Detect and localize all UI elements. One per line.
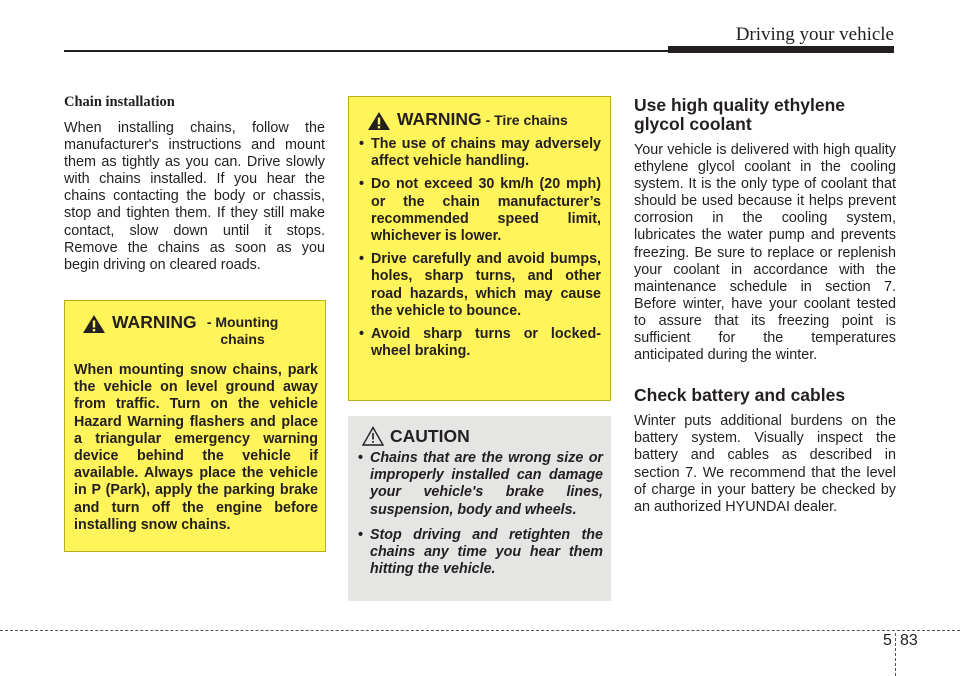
- running-header-title: Driving your vehicle: [735, 24, 894, 45]
- coolant-heading: Use high quality ethylene glycol coolant: [634, 95, 846, 134]
- list-item: • Chains that are the wrong size or improperly installed can damage your vehicle's brake lines, suspension, body and wheels.: [358, 450, 603, 518]
- coolant-text: Your vehicle is delivered with high quality ethylene glycol coolant in the cooling system. It is the only type of coolant that should be used because it helps prevent corrosion in the cooling system, lubricates the water pump and prevents freezing. Be sure to replace or replenish your coolant in accordance with the maintenance schedule in section 7. Before winter, have your coolant tested to assure that its freezing point is sufficient for the temperatures anticipated during the winter.: [634, 142, 896, 364]
- battery-heading: Check battery and cables: [634, 385, 846, 406]
- maintenance-section: [634, 96, 896, 538]
- caution-triangle-icon: [362, 426, 384, 446]
- caution-bullets: [358, 450, 603, 578]
- warning-tire-bullets: [359, 136, 601, 360]
- page-number-divider: [895, 633, 896, 676]
- page-number: 83: [900, 632, 918, 649]
- chain-installation-heading: Chain installation: [64, 94, 175, 110]
- list-item: • Avoid sharp turns or locked-wheel braking.: [359, 326, 601, 360]
- chain-installation-text: When installing chains, follow the manufacturer's instructions and mount them as tightly as you can. Drive slowly with chains installed. If you hear the chains contacting the body or chassis, stop and tighten them. If they still make contact, slow down until it stops. Remove the chains as soon as you begin driving on cleared roads.: [64, 120, 325, 273]
- warning-subtitle: - Tire chains: [485, 112, 568, 128]
- chapter-number: 5: [883, 632, 892, 649]
- chain-installation-section: [64, 94, 325, 274]
- caution-box: [348, 416, 611, 601]
- list-item: • Do not exceed 30 km/h (20 mph) or the chain manufacturer’s recommended speed limit, whichever is lower.: [359, 176, 601, 245]
- warning-subtitle: - Mounting chains: [206, 314, 279, 347]
- header-accent-bar: [668, 46, 894, 53]
- warning-tire-chains-box: [348, 96, 611, 401]
- list-item: • Stop driving and retighten the chains any time you hear them hitting the vehicle.: [358, 526, 603, 578]
- warning-label: WARNING: [112, 312, 197, 332]
- list-item: • The use of chains may adversely affect vehicle handling.: [359, 136, 601, 170]
- warning-tire-header: [359, 110, 601, 131]
- footer-rule: [0, 630, 960, 631]
- warning-mounting-chains-box: [64, 300, 326, 552]
- warning-triangle-icon: [367, 111, 391, 131]
- caution-header: [358, 424, 603, 446]
- caution-label: CAUTION: [390, 426, 470, 446]
- battery-text: Winter puts additional burdens on the battery system. Visually inspect the battery and cables as described in section 7. We recommend that the level of charge in your battery be checked by an authorized HYUNDAI dealer.: [634, 413, 896, 515]
- list-item: • Drive carefully and avoid bumps, holes, sharp turns, and other road hazards, which may cause the vehicle to bounce.: [359, 251, 601, 319]
- warning-mounting-text: When mounting snow chains, park the vehicle on level ground away from traffic. Turn on the vehicle Hazard Warning flashers and place a triangular emergency warning device behind the vehicle if available. Always place the vehicle in P (Park), apply the parking brake and turn off the engine before installing snow chains.: [74, 362, 318, 533]
- warning-label: WARNING: [397, 109, 482, 129]
- warning-triangle-icon: [82, 314, 106, 334]
- warning-mounting-header: [74, 313, 318, 348]
